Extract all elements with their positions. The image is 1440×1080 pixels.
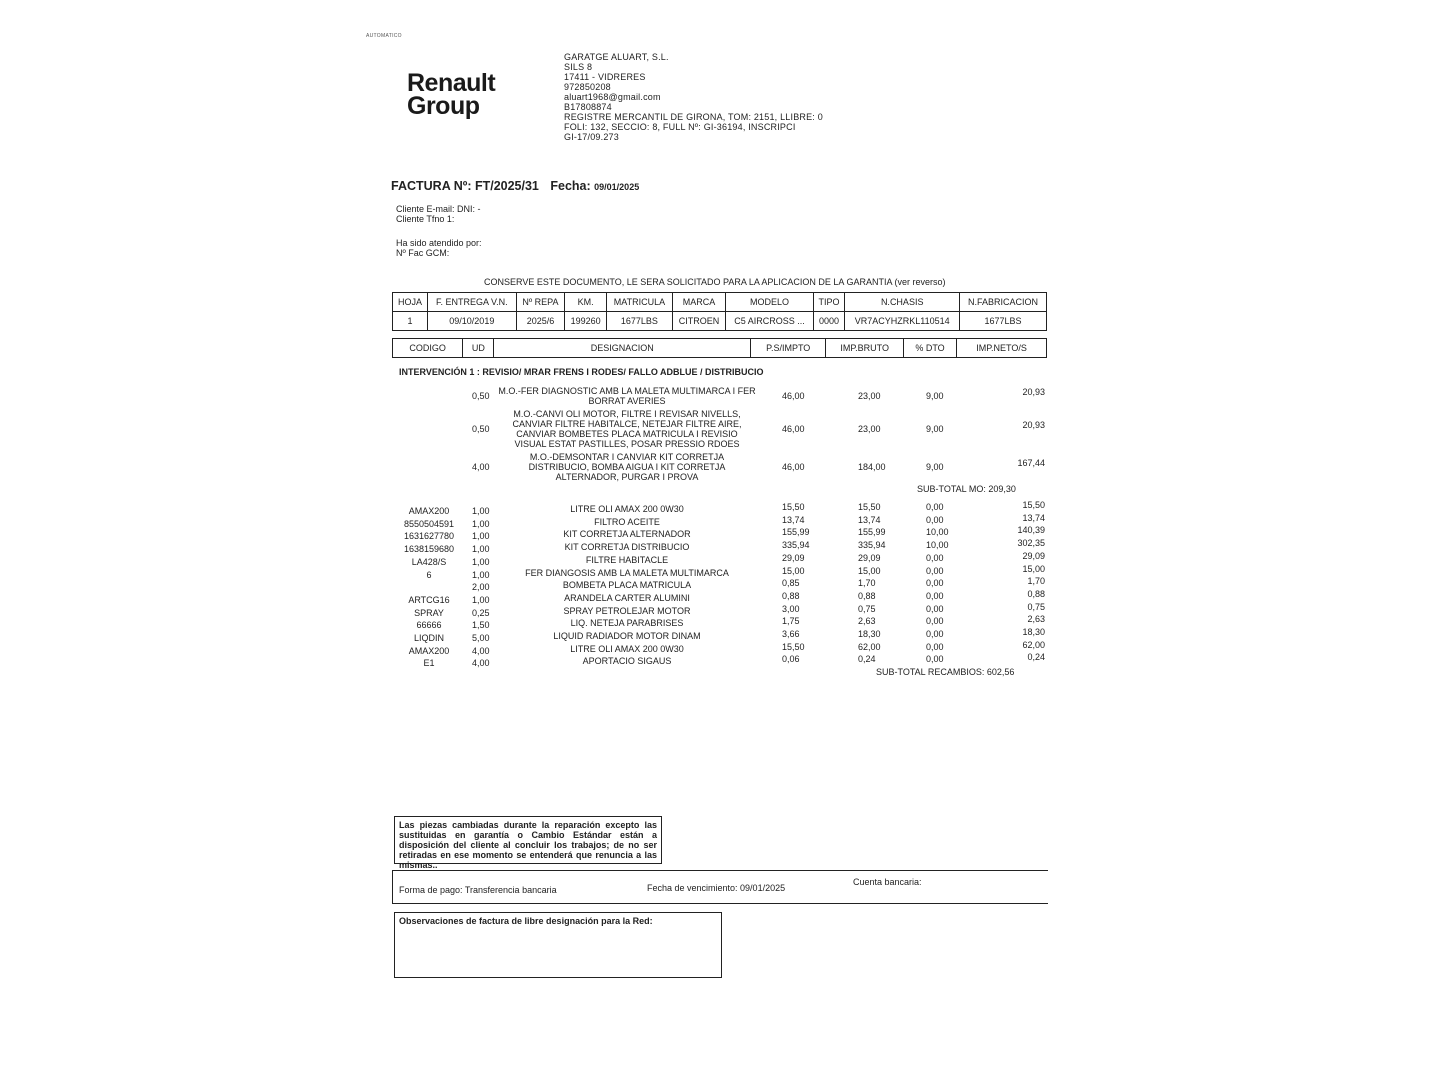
part-code: 1638159680 — [403, 544, 455, 555]
part-bruto: 155,99 — [858, 527, 886, 538]
labor-ud: 4,00 — [472, 462, 490, 472]
part-dto: 0,00 — [926, 578, 944, 589]
fecha-label: Fecha: — [550, 179, 591, 193]
part-dto: 0,00 — [926, 552, 944, 563]
company-header — [564, 52, 823, 142]
part-row — [0, 601, 1440, 618]
intervention-title: INTERVENCIÓN 1 : REVISIO/ MRAR FRENS I RODES/ FALLO ADBLUE / DISTRIBUCIO — [399, 367, 764, 377]
part-neto: 15,50 — [1022, 500, 1045, 510]
labor-price: 46,00 — [782, 462, 805, 472]
company-line: 972850208 — [564, 82, 611, 92]
company-line: 17411 - VIDRERES — [564, 72, 646, 82]
labor-price: 46,00 — [782, 424, 805, 434]
part-price: 155,99 — [782, 527, 810, 538]
vehicle-values-row — [393, 312, 1047, 331]
labor-description-line: VISUAL ESTAT PASTILLES, POSAR PRESSIO RDOES — [514, 439, 740, 449]
company-line: GARATGE ALUART, S.L. — [564, 52, 669, 62]
labor-bruto: 23,00 — [858, 424, 881, 434]
part-description: ARANDELA CARTER ALUMINI — [564, 592, 690, 603]
vehicle-header-cell: F. ENTREGA V.N. — [427, 293, 516, 312]
part-description: KIT CORRETJA ALTERNADOR — [563, 529, 691, 540]
labor-bruto: 184,00 — [858, 462, 886, 472]
vehicle-value-cell: 0000 — [813, 312, 845, 331]
part-neto: 62,00 — [1022, 639, 1045, 650]
part-row — [0, 652, 1440, 669]
part-description: LIQUID RADIADOR MOTOR DINAM — [553, 631, 701, 641]
labor-dto: 9,00 — [926, 424, 944, 434]
vehicle-table — [392, 292, 1047, 331]
part-dto: 0,00 — [926, 616, 944, 627]
vehicle-header-cell: MATRICULA — [607, 293, 673, 312]
vehicle-header-cell: N.FABRICACION — [960, 293, 1047, 312]
part-row — [0, 525, 1440, 542]
client-email: Cliente E-mail: DNI: - — [396, 204, 481, 214]
labor-description-line: ALTERNADOR, PURGAR I PROVA — [555, 472, 699, 482]
part-description: SPRAY PETROLEJAR MOTOR — [563, 605, 691, 616]
part-row — [0, 538, 1440, 555]
part-neto: 302,35 — [1017, 538, 1045, 549]
labor-dto: 9,00 — [926, 462, 944, 472]
part-ud: 2,00 — [472, 582, 490, 593]
labor-description-line: M.O.-DEMSONTAR I CANVIAR KIT CORRETJA — [529, 452, 725, 462]
part-ud: 1,00 — [472, 544, 490, 555]
vehicle-value-cell: CITROEN — [672, 312, 726, 331]
part-bruto: 29,09 — [858, 552, 881, 563]
labor-description-line: BORRAT AVERIES — [588, 396, 666, 406]
part-neto: 2,63 — [1027, 614, 1045, 625]
part-price: 15,50 — [782, 641, 805, 652]
company-line: GI-17/09.273 — [564, 132, 619, 142]
payment-method: Forma de pago: Transferencia bancaria — [399, 885, 557, 895]
part-price: 13,74 — [782, 514, 805, 525]
part-dto: 0,00 — [926, 514, 944, 525]
lines-header-cell: IMP.NETO/S — [957, 339, 1047, 358]
part-code: AMAX200 — [408, 645, 450, 656]
part-code: SPRAY — [414, 607, 444, 618]
subtotal-mo: SUB-TOTAL MO: 209,30 — [917, 484, 1016, 494]
part-price: 3,66 — [782, 629, 800, 639]
lines-header-table — [392, 338, 1047, 358]
part-row — [0, 550, 1440, 567]
part-ud: 0,25 — [472, 607, 490, 618]
part-bruto: 13,74 — [858, 514, 881, 525]
vehicle-value-cell: VR7ACYHZRKL110514 — [845, 312, 960, 331]
part-price: 0,06 — [782, 654, 800, 665]
part-dto: 0,00 — [926, 502, 944, 512]
vehicle-header-cell: Nº REPA — [516, 293, 565, 312]
labor-description-line: M.O.-FER DIAGNOSTIC AMB LA MALETA MULTIMARCA I FER — [498, 386, 756, 396]
labor-dto: 9,00 — [926, 391, 944, 401]
part-ud: 4,00 — [472, 645, 490, 656]
part-neto: 1,70 — [1027, 576, 1045, 587]
scan-code: AUTOMATICO — [366, 33, 402, 39]
part-code: E1 — [423, 658, 435, 669]
part-dto: 0,00 — [926, 654, 944, 665]
part-bruto: 0,75 — [858, 603, 876, 614]
part-row — [0, 614, 1440, 631]
payment-section — [392, 870, 1048, 904]
company-line: aluart1968@gmail.com — [564, 92, 661, 102]
part-description: LITRE OLI AMAX 200 0W30 — [570, 643, 684, 654]
part-description: LITRE OLI AMAX 200 0W30 — [570, 504, 684, 514]
warranty-note: CONSERVE ESTE DOCUMENTO, LE SERA SOLICITADO PARA LA APLICACION DE LA GARANTIA (ver reverso) — [484, 277, 946, 287]
part-dto: 0,00 — [926, 590, 944, 601]
part-neto: 18,30 — [1022, 627, 1045, 637]
part-ud: 1,00 — [472, 531, 490, 542]
vehicle-value-cell: 1677LBS — [960, 312, 1047, 331]
part-description: BOMBETA PLACA MATRICULA — [562, 580, 692, 591]
part-bruto: 15,50 — [858, 502, 881, 512]
lines-header-cell: IMP.BRUTO — [826, 339, 904, 358]
labor-ud: 0,50 — [472, 391, 490, 401]
vehicle-value-cell: C5 AIRCROSS ... — [726, 312, 813, 331]
lines-header-cell: P.S/IMPTO — [751, 339, 826, 358]
part-row — [0, 500, 1440, 516]
vehicle-header-cell: N.CHASIS — [845, 293, 960, 312]
part-ud: 1,00 — [472, 556, 490, 567]
invoice-title — [391, 179, 639, 193]
lines-header-cell: CODIGO — [393, 339, 463, 358]
part-code: 1631627780 — [403, 531, 455, 542]
part-bruto: 2,63 — [858, 616, 876, 627]
part-dto: 0,00 — [926, 629, 944, 639]
labor-description-line: CANVIAR FILTRE HABITALCE, NETEJAR FILTRE AIRE, — [512, 419, 742, 429]
part-code: 8550504591 — [403, 518, 455, 529]
part-neto: 15,00 — [1022, 563, 1045, 574]
part-description: LIQ. NETEJA PARABRISES — [570, 618, 684, 629]
part-code: 66666 — [416, 620, 442, 631]
part-description: FER DIANGOSIS AMB LA MALETA MULTIMARCA — [525, 567, 729, 578]
part-bruto: 0,88 — [858, 590, 876, 601]
invoice-number: FACTURA Nº: FT/2025/31 — [391, 179, 539, 193]
part-neto: 0,88 — [1027, 588, 1045, 599]
labor-description — [497, 409, 757, 449]
company-line: B17808874 — [564, 102, 612, 112]
part-bruto: 335,94 — [858, 540, 886, 551]
part-price: 15,00 — [782, 565, 805, 576]
vehicle-value-cell: 2025/6 — [516, 312, 565, 331]
labor-description-line: M.O.-CANVI OLI MOTOR, FILTRE I REVISAR NIVELLS, — [513, 409, 741, 419]
client-phone: Cliente Tfno 1: — [396, 214, 455, 224]
vehicle-header-cell: MODELO — [726, 293, 813, 312]
part-row — [0, 639, 1440, 656]
vehicle-value-cell: 09/10/2019 — [427, 312, 516, 331]
part-row — [0, 563, 1440, 580]
labor-description — [497, 386, 757, 406]
vehicle-value-cell: 1 — [393, 312, 428, 331]
part-code: LIQDIN — [413, 633, 444, 643]
part-ud: 1,00 — [472, 518, 490, 529]
client-info — [396, 204, 482, 258]
invoice-date: 09/01/2025 — [594, 182, 640, 192]
due-date: Fecha de vencimiento: 09/01/2025 — [647, 883, 786, 893]
part-bruto: 0,24 — [858, 654, 876, 665]
part-price: 29,09 — [782, 552, 805, 563]
labor-description-line: DISTRIBUCIO, BOMBA AIGUA I KIT CORRETJA — [528, 462, 726, 472]
part-ud: 1,50 — [472, 620, 490, 631]
vehicle-header-cell: HOJA — [393, 293, 428, 312]
lines-header-cell: DESIGNACION — [494, 339, 751, 358]
part-code: 6 — [426, 569, 432, 580]
part-description: KIT CORRETJA DISTRIBUCIO — [564, 542, 690, 553]
vehicle-header-cell: MARCA — [672, 293, 726, 312]
vehicle-value-cell: 1677LBS — [607, 312, 673, 331]
lines-header-cell: % DTO — [903, 339, 956, 358]
part-neto: 0,24 — [1027, 652, 1045, 663]
subtotal-recambios: SUB-TOTAL RECAMBIOS: 602,56 — [876, 667, 1015, 677]
part-ud: 1,00 — [472, 506, 490, 516]
vehicle-header-cell: TIPO — [813, 293, 845, 312]
part-ud: 5,00 — [472, 633, 490, 643]
part-dto: 10,00 — [926, 540, 949, 551]
vehicle-header-cell: KM. — [565, 293, 607, 312]
part-code: LA428/S — [411, 556, 447, 567]
lines-header-cell: UD — [463, 339, 494, 358]
labor-neto: 167,44 — [1017, 458, 1045, 468]
part-price: 15,50 — [782, 502, 805, 512]
part-bruto: 18,30 — [858, 629, 881, 639]
part-dto: 0,00 — [926, 603, 944, 614]
part-price: 0,85 — [782, 578, 800, 589]
part-price: 3,00 — [782, 603, 800, 614]
vehicle-value-cell: 199260 — [565, 312, 607, 331]
company-line: SILS 8 — [564, 62, 593, 72]
attended-by: Ha sido atendido por: — [396, 238, 482, 248]
vehicle-header-row — [393, 293, 1047, 312]
part-ud: 4,00 — [472, 658, 490, 669]
bank-account: Cuenta bancaria: — [853, 877, 922, 887]
part-ud: 1,00 — [472, 594, 490, 605]
company-line: FOLI: 132, SECCIO: 8, FULL Nº: GI-36194, INSCRIPCI — [564, 122, 796, 132]
part-dto: 10,00 — [926, 527, 949, 538]
part-price: 1,75 — [782, 616, 800, 627]
part-row — [0, 588, 1440, 605]
labor-neto: 20,93 — [1022, 387, 1045, 397]
part-description: APORTACIO SIGAUS — [582, 656, 672, 667]
part-neto: 140,39 — [1017, 525, 1045, 536]
labor-price: 46,00 — [782, 391, 805, 401]
part-neto: 13,74 — [1022, 512, 1045, 523]
part-row — [0, 627, 1440, 643]
labor-neto: 20,93 — [1022, 420, 1045, 430]
part-code: AMAX200 — [408, 506, 450, 516]
observaciones-box: Observaciones de factura de libre designación para la Red: — [394, 912, 722, 978]
part-neto: 0,75 — [1027, 601, 1045, 612]
part-neto: 29,09 — [1022, 550, 1045, 561]
part-code: ARTCG16 — [408, 594, 450, 605]
part-row — [0, 512, 1440, 529]
labor-ud: 0,50 — [472, 424, 490, 434]
labor-description-line: CANVIAR BOMBETES PLACA MATRICULA I REVISIO — [516, 429, 738, 439]
labor-description — [497, 452, 757, 482]
part-description: FILTRE HABITACLE — [585, 554, 669, 565]
company-line: REGISTRE MERCANTIL DE GIRONA, TOM: 2151, LLIBRE: 0 — [564, 112, 823, 122]
part-dto: 0,00 — [926, 641, 944, 652]
fac-gcm: Nº Fac GCM: — [396, 248, 450, 258]
part-bruto: 62,00 — [858, 641, 881, 652]
part-row — [0, 576, 1440, 593]
part-bruto: 15,00 — [858, 565, 881, 576]
part-price: 0,88 — [782, 590, 800, 601]
pieces-note: Las piezas cambiadas durante la reparación excepto las sustituidas en garantía o Cambio Estándar están a disposición del cliente al concluir los trabajos; de no ser retiradas en ese momento se entenderá que renuncia a las mismas.. — [394, 816, 662, 864]
part-description: FILTRO ACEITE — [594, 516, 660, 527]
renault-group-logo: Renault Group — [407, 69, 496, 120]
part-dto: 0,00 — [926, 565, 944, 576]
part-ud: 1,00 — [472, 569, 490, 580]
part-bruto: 1,70 — [858, 578, 876, 589]
labor-bruto: 23,00 — [858, 391, 881, 401]
part-price: 335,94 — [782, 540, 810, 551]
lines-header-row — [393, 339, 1047, 358]
